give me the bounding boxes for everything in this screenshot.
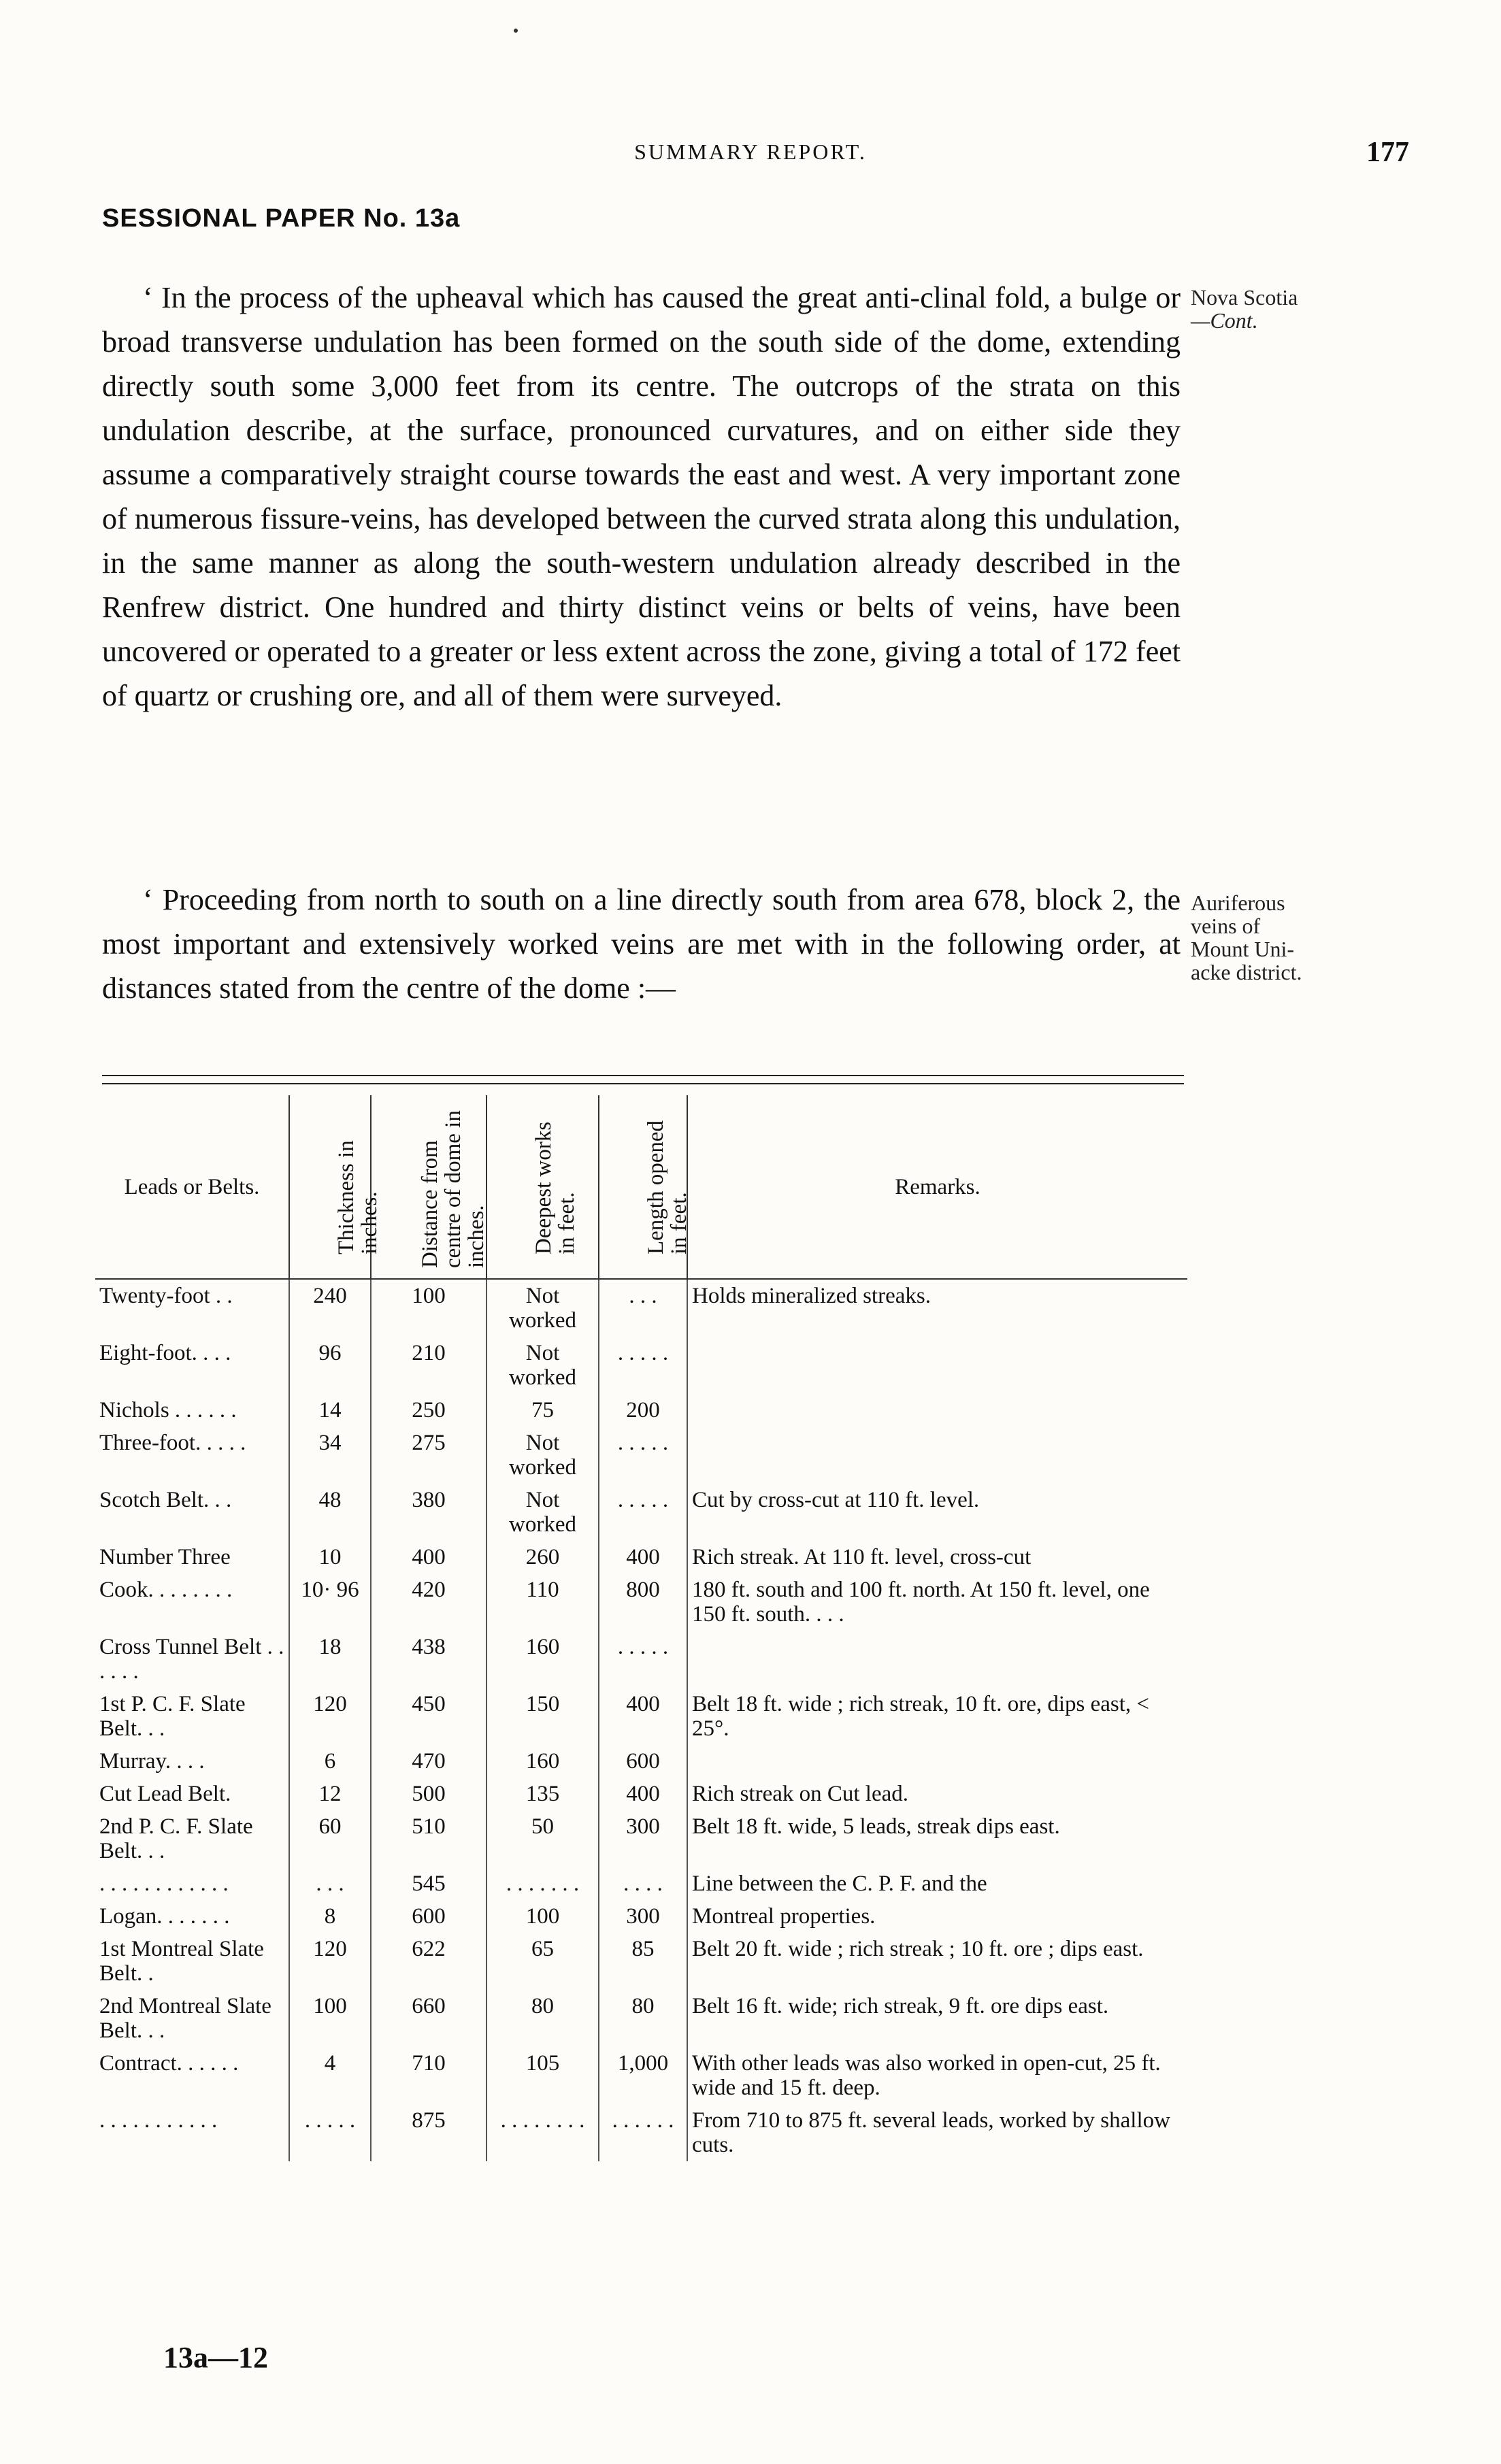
page-number: 177 bbox=[1366, 137, 1409, 168]
table-cell-remarks: From 710 to 875 ft. several leads, worked by shallow cuts. bbox=[692, 2108, 1170, 2157]
table-cell-dist: 510 bbox=[371, 1810, 486, 1867]
table-cell-lead: Nichols . . . . . . bbox=[95, 1394, 289, 1427]
table-cell-lead: 2nd P. C. F. Slate Belt. . . bbox=[95, 1810, 289, 1867]
table-cell-deep: 65 bbox=[486, 1933, 599, 1990]
table-cell-remarks bbox=[687, 1337, 1187, 1394]
table-cell-deep: 150 bbox=[486, 1688, 599, 1745]
table-cell-deep: 135 bbox=[486, 1778, 599, 1810]
table-cell-remarks: Montreal properties. bbox=[692, 1904, 876, 1929]
table-cell-length: . . . . bbox=[599, 1867, 687, 1900]
table-row bbox=[95, 1900, 1187, 1933]
leads-table bbox=[95, 1095, 1187, 2161]
table-row bbox=[95, 1337, 1187, 1394]
table-cell-lead: Scotch Belt. . . bbox=[95, 1484, 289, 1541]
paragraph-2 bbox=[102, 878, 1181, 1010]
table-cell-remarks: 180 ft. south and 100 ft. north. At 150 ft. level, one 150 ft. south. . . . bbox=[692, 1578, 1150, 1627]
table-cell-remarks bbox=[687, 1427, 1187, 1484]
table-cell-dist: 210 bbox=[371, 1337, 486, 1394]
table-cell-deep: Not worked bbox=[486, 1337, 599, 1394]
ink-dot bbox=[514, 29, 518, 33]
table-row bbox=[95, 2047, 1187, 2104]
table-cell-thick: 10 bbox=[289, 1541, 371, 1574]
table-cell-length: 800 bbox=[599, 1574, 687, 1631]
table-cell-deep: 160 bbox=[486, 1745, 599, 1778]
margin-note-nova-scotia bbox=[1191, 286, 1483, 332]
table-cell-length: 600 bbox=[599, 1745, 687, 1778]
table-cell-length: . . . . . bbox=[599, 1631, 687, 1688]
table-cell-lead: Cook. . . . . . . . bbox=[95, 1574, 289, 1631]
table-cell-deep: 110 bbox=[486, 1574, 599, 1631]
table-cell-lead: . . . . . . . . . . . bbox=[95, 2104, 289, 2161]
table-cell-dist: 450 bbox=[371, 1688, 486, 1745]
table-row bbox=[95, 1574, 1187, 1631]
table-cell-dist: 660 bbox=[371, 1990, 486, 2047]
table-cell-remarks: Rich streak on Cut lead. bbox=[692, 1782, 909, 1806]
table-cell-deep: 75 bbox=[486, 1394, 599, 1427]
table-cell-deep: 105 bbox=[486, 2047, 599, 2104]
table-row bbox=[95, 1279, 1187, 1337]
table-cell-dist: 875 bbox=[371, 2104, 486, 2161]
table-cell-thick: 6 bbox=[289, 1745, 371, 1778]
table-cell-length: . . . . . bbox=[599, 1484, 687, 1541]
table-cell-length: 400 bbox=[599, 1688, 687, 1745]
table-cell-thick: . . . . . bbox=[289, 2104, 371, 2161]
table-cell-deep: Not worked bbox=[486, 1484, 599, 1541]
table-cell-length: . . . . . bbox=[599, 1337, 687, 1394]
table-cell-lead: 1st P. C. F. Slate Belt. . . bbox=[95, 1688, 289, 1745]
margin-note-line: —Cont. bbox=[1191, 308, 1258, 333]
table-top-rule-2 bbox=[102, 1083, 1184, 1084]
table-cell-lead: Three-foot. . . . . bbox=[95, 1427, 289, 1484]
header-leads: Leads or Belts. bbox=[95, 1095, 289, 1279]
header-distance: Distance from centre of dome in inches. bbox=[371, 1095, 486, 1279]
table-cell-dist: 438 bbox=[371, 1631, 486, 1688]
table-cell-dist: 100 bbox=[371, 1279, 486, 1337]
table-top-rule bbox=[102, 1075, 1184, 1076]
table-cell-lead: Murray. . . . bbox=[95, 1745, 289, 1778]
table-cell-thick: 14 bbox=[289, 1394, 371, 1427]
table-row bbox=[95, 1484, 1187, 1541]
table-cell-thick: 48 bbox=[289, 1484, 371, 1541]
margin-note-line: veins of bbox=[1191, 914, 1261, 938]
table-row bbox=[95, 1990, 1187, 2047]
table-cell-length: 200 bbox=[599, 1394, 687, 1427]
header-deepest: Deepest works in feet. bbox=[486, 1095, 599, 1279]
table-cell-dist: 622 bbox=[371, 1933, 486, 1990]
table-cell-thick: 240 bbox=[289, 1279, 371, 1337]
table-cell-remarks: Belt 20 ft. wide ; rich streak ; 10 ft. ore ; dips east. bbox=[692, 1937, 1144, 1961]
table-cell-lead: 2nd Montreal Slate Belt. . . bbox=[95, 1990, 289, 2047]
header-thickness: Thickness in inches. bbox=[289, 1095, 371, 1279]
table-cell-dist: 600 bbox=[371, 1900, 486, 1933]
table-cell-remarks bbox=[687, 1745, 1187, 1778]
table-cell-dist: 250 bbox=[371, 1394, 486, 1427]
table-cell-lead: Cross Tunnel Belt . . . . . . bbox=[95, 1631, 289, 1688]
table-cell-length: 300 bbox=[599, 1810, 687, 1867]
table-cell-length: 300 bbox=[599, 1900, 687, 1933]
table-cell-deep: 80 bbox=[486, 1990, 599, 2047]
table-cell-deep: . . . . . . . bbox=[486, 1867, 599, 1900]
table-cell-lead: . . . . . . . . . . . . bbox=[95, 1867, 289, 1900]
table-cell-deep: 260 bbox=[486, 1541, 599, 1574]
table-cell-dist: 380 bbox=[371, 1484, 486, 1541]
table-cell-remarks: Holds mineralized streaks. bbox=[692, 1284, 931, 1308]
paragraph-1 bbox=[102, 276, 1181, 718]
table-cell-length: . . . bbox=[599, 1279, 687, 1337]
margin-note-line: acke district. bbox=[1191, 960, 1302, 984]
table-cell-deep: . . . . . . . . bbox=[486, 2104, 599, 2161]
header-remarks: Remarks. bbox=[895, 1174, 980, 1199]
table-cell-dist: 545 bbox=[371, 1867, 486, 1900]
table-cell-remarks: With other leads was also worked in open-cut, 25 ft. wide and 15 ft. deep. bbox=[692, 2051, 1161, 2100]
table-cell-length: 85 bbox=[599, 1933, 687, 1990]
table-cell-thick: 8 bbox=[289, 1900, 371, 1933]
header-length: Length opened in feet. bbox=[599, 1095, 687, 1279]
table-cell-thick: 18 bbox=[289, 1631, 371, 1688]
table-cell-length: . . . . . . bbox=[599, 2104, 687, 2161]
table-row bbox=[95, 1810, 1187, 1867]
table-cell-deep: 160 bbox=[486, 1631, 599, 1688]
margin-note-line: Auriferous bbox=[1191, 890, 1285, 915]
table-cell-remarks: Line between the C. P. F. and the bbox=[692, 1871, 987, 1896]
table-cell-lead: Eight-foot. . . . bbox=[95, 1337, 289, 1394]
table-cell-dist: 275 bbox=[371, 1427, 486, 1484]
table-cell-lead: 1st Montreal Slate Belt. . bbox=[95, 1933, 289, 1990]
table-cell-thick: 4 bbox=[289, 2047, 371, 2104]
table-cell-thick: 120 bbox=[289, 1688, 371, 1745]
table-cell-remarks: Belt 18 ft. wide, 5 leads, streak dips east. bbox=[692, 1814, 1060, 1839]
table-row bbox=[95, 1427, 1187, 1484]
table-row bbox=[95, 1867, 1187, 1900]
table-cell-thick: 60 bbox=[289, 1810, 371, 1867]
table-row bbox=[95, 1778, 1187, 1810]
table-cell-length: 400 bbox=[599, 1541, 687, 1574]
table-cell-thick: 34 bbox=[289, 1427, 371, 1484]
paragraph-2-text: ‘ Proceeding from north to south on a line directly south from area 678, block 2, the most important and extensively worked veins are met with in the following order, at distances stated from the centre of the dome :— bbox=[102, 883, 1181, 1005]
table-cell-lead: Number Three bbox=[95, 1541, 289, 1574]
table-cell-thick: 96 bbox=[289, 1337, 371, 1394]
table-row bbox=[95, 1933, 1187, 1990]
table-row bbox=[95, 1688, 1187, 1745]
table-row bbox=[95, 1745, 1187, 1778]
table-header-row bbox=[95, 1095, 1187, 1279]
table-cell-deep: Not worked bbox=[486, 1427, 599, 1484]
table-cell-remarks: Cut by cross-cut at 110 ft. level. bbox=[692, 1488, 980, 1512]
margin-note-auriferous bbox=[1191, 891, 1483, 984]
table-cell-dist: 710 bbox=[371, 2047, 486, 2104]
sessional-paper-label: SESSIONAL PAPER No. 13a bbox=[102, 204, 461, 233]
footer-signature: 13a—12 bbox=[163, 2341, 268, 2374]
table-cell-length: 80 bbox=[599, 1990, 687, 2047]
paragraph-1-text: ‘ In the process of the upheaval which has caused the great anti-clinal fold, a bulge or broad transverse undulation has been formed on the south side of the dome, extending directly south some 3,000 feet from its centre. The outcrops of the strata on this undulation describe, at the surface, pronounced curvatures, and on either side they assume a comparatively straight course towards the east and west. A very important zone of numerous fissure-veins, has developed between the curved strata along this undulation, in the same manner as along the south-western undulation already described in the Renfrew district. One hundred and thirty distinct veins or belts of veins, have been uncovered or operated to a greater or less extent across the zone, giving a total of 172 feet of quartz or crushing ore, and all of them were surveyed. bbox=[102, 281, 1181, 712]
table-row bbox=[95, 2104, 1187, 2161]
table-cell-lead: Logan. . . . . . . bbox=[95, 1900, 289, 1933]
table-cell-thick: 10· 96 bbox=[289, 1574, 371, 1631]
table-cell-lead: Cut Lead Belt. bbox=[95, 1778, 289, 1810]
table-cell-dist: 470 bbox=[371, 1745, 486, 1778]
table-cell-deep: 100 bbox=[486, 1900, 599, 1933]
table-cell-deep: 50 bbox=[486, 1810, 599, 1867]
table-cell-remarks: Belt 18 ft. wide ; rich streak, 10 ft. ore, dips east, < 25°. bbox=[692, 1692, 1150, 1741]
table-cell-length: 1,000 bbox=[599, 2047, 687, 2104]
table-cell-deep: Not worked bbox=[486, 1279, 599, 1337]
table-cell-length: 400 bbox=[599, 1778, 687, 1810]
table-cell-lead: Contract. . . . . . bbox=[95, 2047, 289, 2104]
running-title: SUMMARY REPORT. bbox=[634, 139, 867, 164]
margin-note-line: Mount Uni- bbox=[1191, 937, 1294, 961]
table-cell-lead: Twenty-foot . . bbox=[95, 1279, 289, 1337]
table-cell-length: . . . . . bbox=[599, 1427, 687, 1484]
table-cell-thick: 120 bbox=[289, 1933, 371, 1990]
table-cell-thick: 12 bbox=[289, 1778, 371, 1810]
table-cell-dist: 400 bbox=[371, 1541, 486, 1574]
table-cell-remarks bbox=[687, 1394, 1187, 1427]
table-row bbox=[95, 1631, 1187, 1688]
table-cell-remarks: Belt 16 ft. wide; rich streak, 9 ft. ore dips east. bbox=[692, 1994, 1109, 2018]
margin-note-line: Nova Scotia bbox=[1191, 285, 1298, 310]
table-row bbox=[95, 1394, 1187, 1427]
table-row bbox=[95, 1541, 1187, 1574]
table-cell-thick: . . . bbox=[289, 1867, 371, 1900]
table-cell-thick: 100 bbox=[289, 1990, 371, 2047]
table-cell-dist: 500 bbox=[371, 1778, 486, 1810]
table-cell-dist: 420 bbox=[371, 1574, 486, 1631]
table-cell-remarks bbox=[687, 1631, 1187, 1688]
table-cell-remarks: Rich streak. At 110 ft. level, cross-cut bbox=[692, 1545, 1032, 1569]
